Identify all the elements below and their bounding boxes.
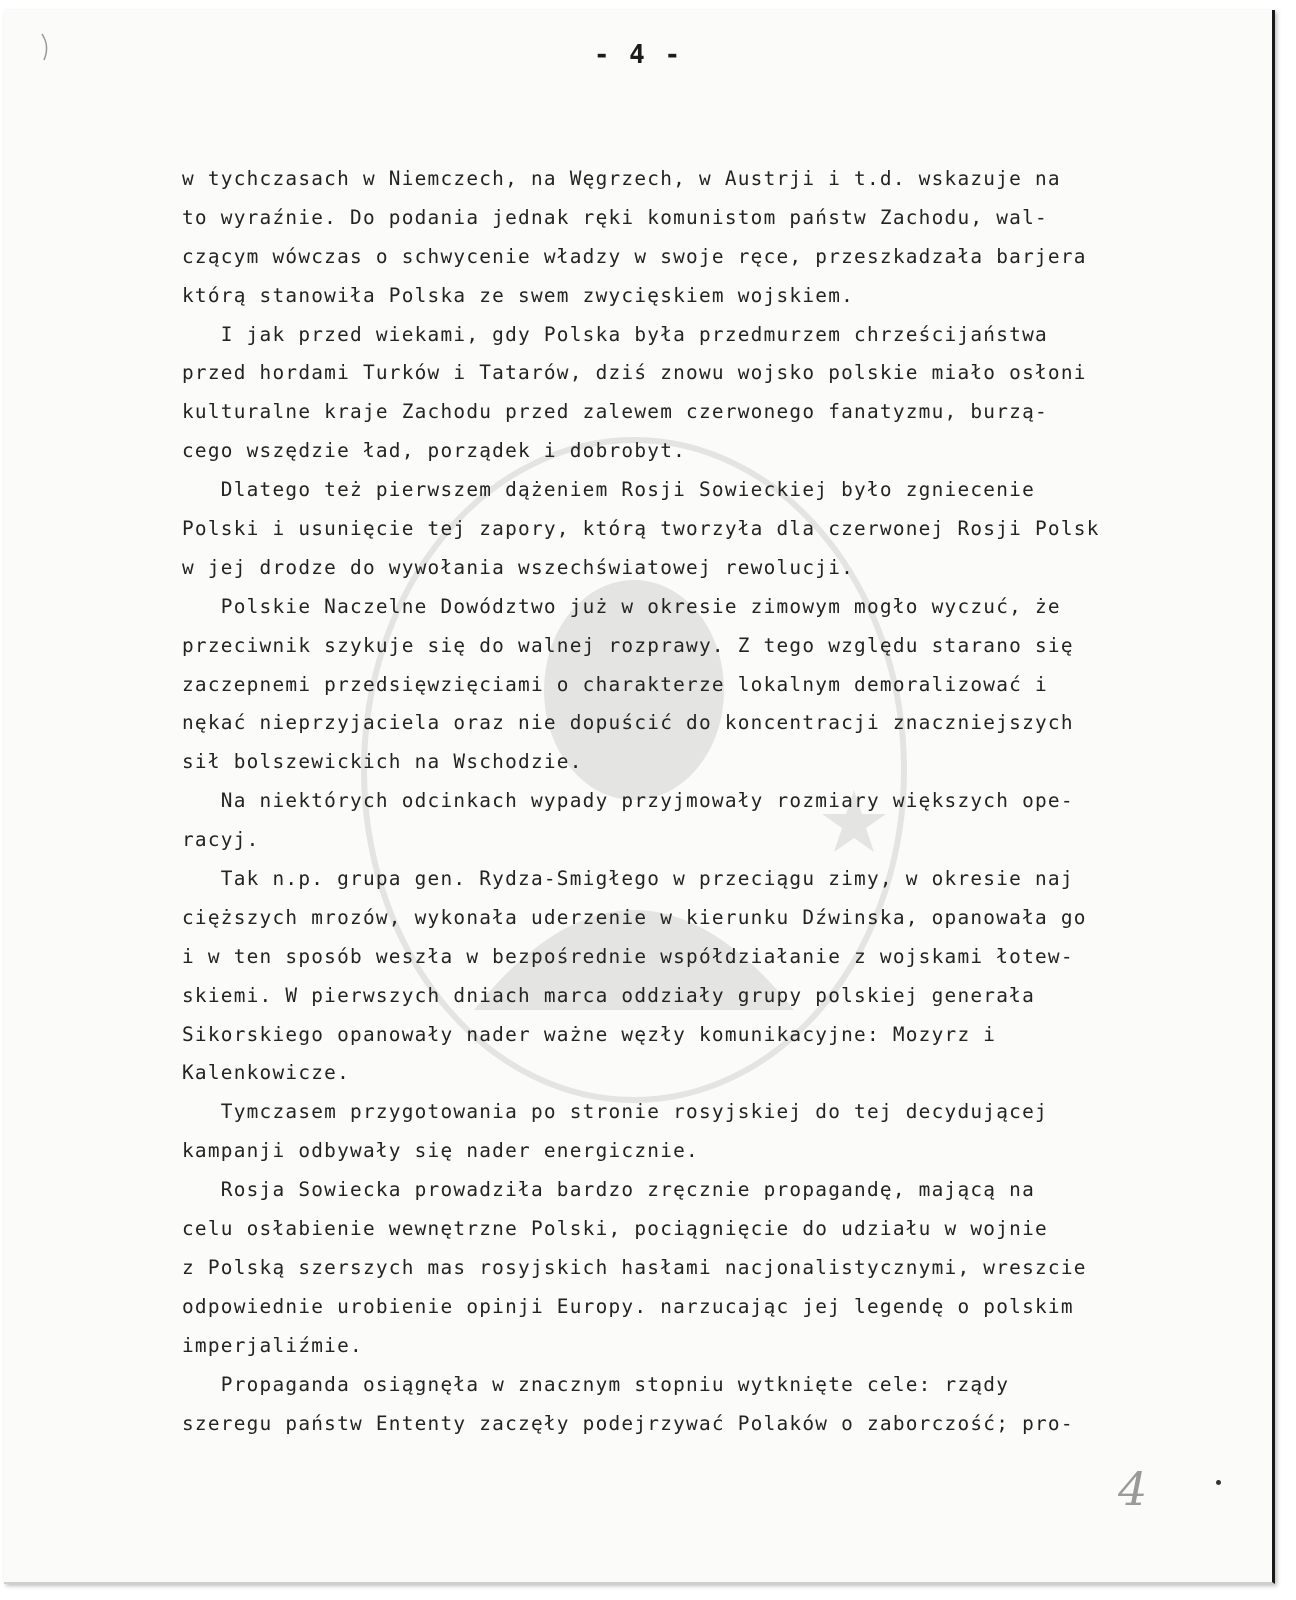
handwritten-page-mark: 4 bbox=[1118, 1462, 1148, 1516]
document-page bbox=[4, 10, 1275, 1584]
text-line: z Polską szerszych mas rosyjskich hasłami nacjonalistycznymi, wreszcie bbox=[182, 1255, 1087, 1279]
text-line: szeregu państw Ententy zaczęły podejrzywać Polaków o zaborczość; pro- bbox=[182, 1411, 1074, 1435]
text-line: w tychczasach w Niemczech, na Węgrzech, w Austrji i t.d. wskazuje na bbox=[182, 167, 1061, 190]
text-line: Polski i usunięcie tej zapory, którą tworzyła dla czerwonej Rosji Polsk bbox=[182, 517, 1100, 541]
typed-body-text bbox=[182, 160, 1257, 1443]
text-line: zaczepnemi przedsięwzięciami o charakterze lokalnym demoralizować i bbox=[182, 672, 1048, 696]
text-line: Na niektórych odcinkach wypady przyjmowały rozmiary większych ope- bbox=[182, 789, 1074, 813]
text-line: kulturalne kraje Zachodu przed zalewem czerwonego fanatyzmu, burzą- bbox=[182, 400, 1048, 424]
text-line: czącym wówczas o schwycenie władzy w swoje ręce, przeszkadzała barjera bbox=[182, 244, 1087, 268]
text-line: racyj. bbox=[182, 828, 260, 852]
text-line: przeciwnik szykuje się do walnej rozprawy. Z tego względu starano się bbox=[182, 633, 1074, 657]
text-line: Dlatego też pierwszem dążeniem Rosji Sowieckiej było zgniecenie bbox=[182, 478, 1035, 502]
text-line: Kalenkowicze. bbox=[182, 1061, 351, 1085]
text-line: Sikorskiego opanowały nader ważne węzły komunikacyjne: Mozyrz i bbox=[182, 1022, 997, 1046]
text-line: odpowiednie urobienie opinji Europy. narzucając jej legendę o polskim bbox=[182, 1294, 1074, 1318]
text-line: skiemi. W pierwszych dniach marca oddziały grupy polskiej generała bbox=[182, 983, 1035, 1007]
text-line: I jak przed wiekami, gdy Polska była przedmurzem chrześcijaństwa bbox=[182, 322, 1048, 346]
text-line: cego wszędzie ład, porządek i dobrobyt. bbox=[182, 439, 687, 463]
text-line: imperjaliźmie. bbox=[182, 1333, 363, 1357]
text-line: w jej drodze do wywołania wszechświatowej rewolucji. bbox=[182, 555, 855, 579]
text-line: sił bolszewickich na Wschodzie. bbox=[182, 750, 583, 774]
text-line: Tymczasem przygotowania po stronie rosyjskiej do tej decydującej bbox=[182, 1100, 1048, 1124]
text-line: którą stanowiła Polska ze swem zwycięskiem wojskiem. bbox=[182, 283, 855, 307]
text-line: to wyraźnie. Do podania jednak ręki komunistom państw Zachodu, wal- bbox=[182, 205, 1048, 229]
text-line: Propaganda osiągnęła w znacznym stopniu wytknięte cele: rządy bbox=[182, 1372, 1010, 1396]
text-line: celu osłabienie wewnętrzne Polski, pociągnięcie do udziału w wojnie bbox=[182, 1217, 1048, 1241]
text-line: Rosja Sowiecka prowadziła bardzo zręcznie propagandę, mającą na bbox=[182, 1178, 1035, 1202]
text-line: nękać nieprzyjaciela oraz nie dopuścić do koncentracji znaczniejszych bbox=[182, 711, 1074, 735]
text-line: Polskie Naczelne Dowództwo już w okresie zimowym mogło wyczuć, że bbox=[182, 594, 1061, 618]
text-line: kampanji odbywały się nader energicznie. bbox=[182, 1139, 699, 1163]
text-line: Tak n.p. grupa gen. Rydza-Smigłego w przeciągu zimy, w okresie naj bbox=[182, 867, 1074, 891]
text-line: i w ten sposób weszła w bezpośrednie współdziałanie z wojskami łotew- bbox=[182, 944, 1074, 968]
page-number: - 4 - bbox=[593, 40, 683, 70]
ink-dot bbox=[1216, 1480, 1221, 1485]
text-line: cięższych mrozów, wykonała uderzenie w kierunku Dźwinska, opanowała go bbox=[182, 905, 1087, 929]
text-line: przed hordami Turków i Tatarów, dziś znowu wojsko polskie miało osłoni bbox=[182, 361, 1087, 385]
